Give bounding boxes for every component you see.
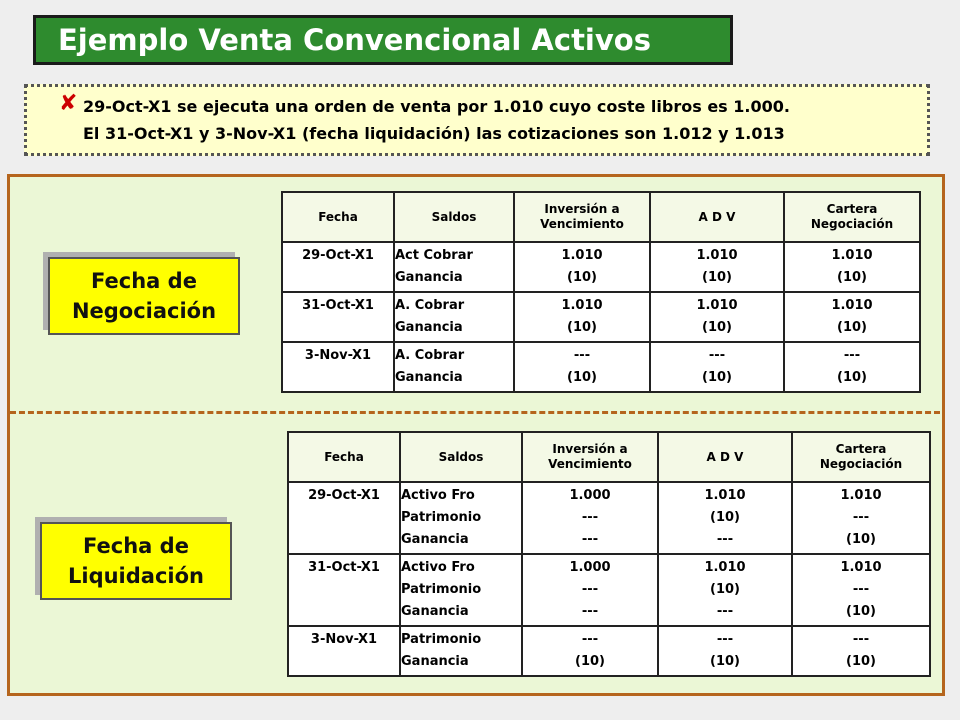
cell-adv	[650, 242, 784, 292]
cell-inv	[514, 292, 650, 342]
header-saldos: Saldos	[400, 432, 522, 482]
cell-value: (10)	[710, 582, 740, 597]
header-fecha: Fecha	[282, 192, 394, 242]
cell-value: ---	[852, 510, 870, 525]
cell-inv	[522, 554, 658, 626]
cell-value: ---	[573, 348, 591, 363]
cell-value: ---	[581, 604, 599, 619]
cell-fecha: 31-Oct-X1	[288, 554, 400, 626]
cell-value: ---	[843, 348, 861, 363]
note-box	[24, 84, 930, 156]
table-liquidacion	[287, 431, 931, 677]
cell-inv	[522, 482, 658, 554]
label-fecha-negociacion	[48, 257, 240, 335]
cell-saldos	[400, 482, 522, 554]
cell-value: Act Cobrar	[395, 248, 473, 263]
cell-saldos	[394, 292, 514, 342]
cell-value: Ganancia	[401, 654, 469, 669]
cell-inv	[514, 342, 650, 392]
cell-value: 1.010	[561, 248, 603, 263]
cell-cartera	[784, 292, 920, 342]
cell-value: A. Cobrar	[395, 348, 465, 363]
table-row	[288, 554, 930, 626]
cell-value: ---	[581, 632, 599, 647]
cell-value: ---	[852, 582, 870, 597]
cell-value: Activo Fro	[401, 488, 475, 503]
header-saldos: Saldos	[394, 192, 514, 242]
cell-value: (10)	[710, 510, 740, 525]
cell-value: 1.000	[569, 488, 611, 503]
label-line-2: Liquidación	[68, 564, 204, 588]
cell-value: Activo Fro	[401, 560, 475, 575]
cell-value: ---	[716, 604, 734, 619]
header-adv: A D V	[658, 432, 792, 482]
header-inversion: Inversión a Vencimiento	[514, 192, 650, 242]
cell-adv	[650, 342, 784, 392]
cell-fecha: 3-Nov-X1	[282, 342, 394, 392]
cell-value: 1.010	[704, 560, 746, 575]
cell-value: (10)	[837, 270, 867, 285]
cell-value: ---	[716, 632, 734, 647]
label-line-2: Negociación	[71, 299, 217, 323]
header-cartera: Cartera Negociación	[784, 192, 920, 242]
cell-value: (10)	[846, 654, 876, 669]
cell-value: (10)	[567, 320, 597, 335]
cell-fecha: 29-Oct-X1	[288, 482, 400, 554]
cell-value: 1.000	[569, 560, 611, 575]
cell-cartera	[784, 242, 920, 292]
header-cartera: Cartera Negociación	[792, 432, 930, 482]
section-divider	[10, 411, 940, 414]
cell-fecha: 29-Oct-X1	[282, 242, 394, 292]
cell-value: 1.010	[696, 298, 738, 313]
cell-value: (10)	[846, 604, 876, 619]
cell-value: (10)	[702, 320, 732, 335]
cell-value: ---	[708, 348, 726, 363]
table-row	[282, 292, 920, 342]
cell-value: (10)	[702, 370, 732, 385]
cell-inv	[522, 626, 658, 676]
cell-value: Ganancia	[395, 370, 463, 385]
table-row	[288, 626, 930, 676]
cell-value: (10)	[837, 320, 867, 335]
cell-adv	[658, 482, 792, 554]
cell-value: ---	[852, 632, 870, 647]
table-header-row	[288, 432, 930, 482]
label-line-1: Fecha de	[91, 269, 197, 293]
cell-value: Ganancia	[401, 604, 469, 619]
table-negociacion	[281, 191, 921, 393]
cell-value: Patrimonio	[401, 510, 482, 525]
cell-cartera	[784, 342, 920, 392]
cell-value: (10)	[567, 270, 597, 285]
cell-saldos	[394, 342, 514, 392]
cell-saldos	[394, 242, 514, 292]
table-header-row	[282, 192, 920, 242]
cell-adv	[658, 626, 792, 676]
cell-value: Patrimonio	[401, 582, 482, 597]
cell-fecha: 31-Oct-X1	[282, 292, 394, 342]
cell-inv	[514, 242, 650, 292]
cell-value: ---	[581, 532, 599, 547]
header-fecha: Fecha	[288, 432, 400, 482]
table-row	[282, 342, 920, 392]
cell-value: 1.010	[840, 488, 882, 503]
label-fecha-liquidacion	[40, 522, 232, 600]
cell-value: Ganancia	[395, 270, 463, 285]
cell-value: (10)	[710, 654, 740, 669]
header-inversion: Inversión a Vencimiento	[522, 432, 658, 482]
cell-value: 1.010	[561, 298, 603, 313]
cell-value: (10)	[702, 270, 732, 285]
cell-value: Patrimonio	[401, 632, 482, 647]
cell-cartera	[792, 554, 930, 626]
cell-adv	[658, 554, 792, 626]
cell-value: 1.010	[704, 488, 746, 503]
cell-value: Ganancia	[401, 532, 469, 547]
cell-value: Ganancia	[395, 320, 463, 335]
cell-fecha: 3-Nov-X1	[288, 626, 400, 676]
cell-value: A. Cobrar	[395, 298, 465, 313]
page-title-text: Ejemplo Venta Convencional Activos	[58, 23, 651, 57]
cell-adv	[650, 292, 784, 342]
x-cross-icon: ✘	[59, 91, 78, 116]
cell-saldos	[400, 554, 522, 626]
cell-value: 1.010	[831, 298, 873, 313]
label-line-1: Fecha de	[83, 534, 189, 558]
cell-value: (10)	[837, 370, 867, 385]
cell-value: (10)	[567, 370, 597, 385]
cell-value: ---	[716, 532, 734, 547]
cell-value: ---	[581, 582, 599, 597]
cell-value: 1.010	[696, 248, 738, 263]
table-row	[282, 242, 920, 292]
page-title	[33, 15, 733, 65]
note-line-1: 29-Oct-X1 se ejecuta una orden de venta por 1.010 cuyo coste libros es 1.000.	[83, 97, 790, 116]
cell-value: 1.010	[840, 560, 882, 575]
cell-value: (10)	[575, 654, 605, 669]
cell-cartera	[792, 482, 930, 554]
note-line-2: El 31-Oct-X1 y 3-Nov-X1 (fecha liquidación) las cotizaciones son 1.012 y 1.013	[83, 124, 785, 143]
cell-value: (10)	[846, 532, 876, 547]
cell-cartera	[792, 626, 930, 676]
table-row	[288, 482, 930, 554]
header-adv: A D V	[650, 192, 784, 242]
cell-value: ---	[581, 510, 599, 525]
cell-value: 1.010	[831, 248, 873, 263]
cell-saldos	[400, 626, 522, 676]
